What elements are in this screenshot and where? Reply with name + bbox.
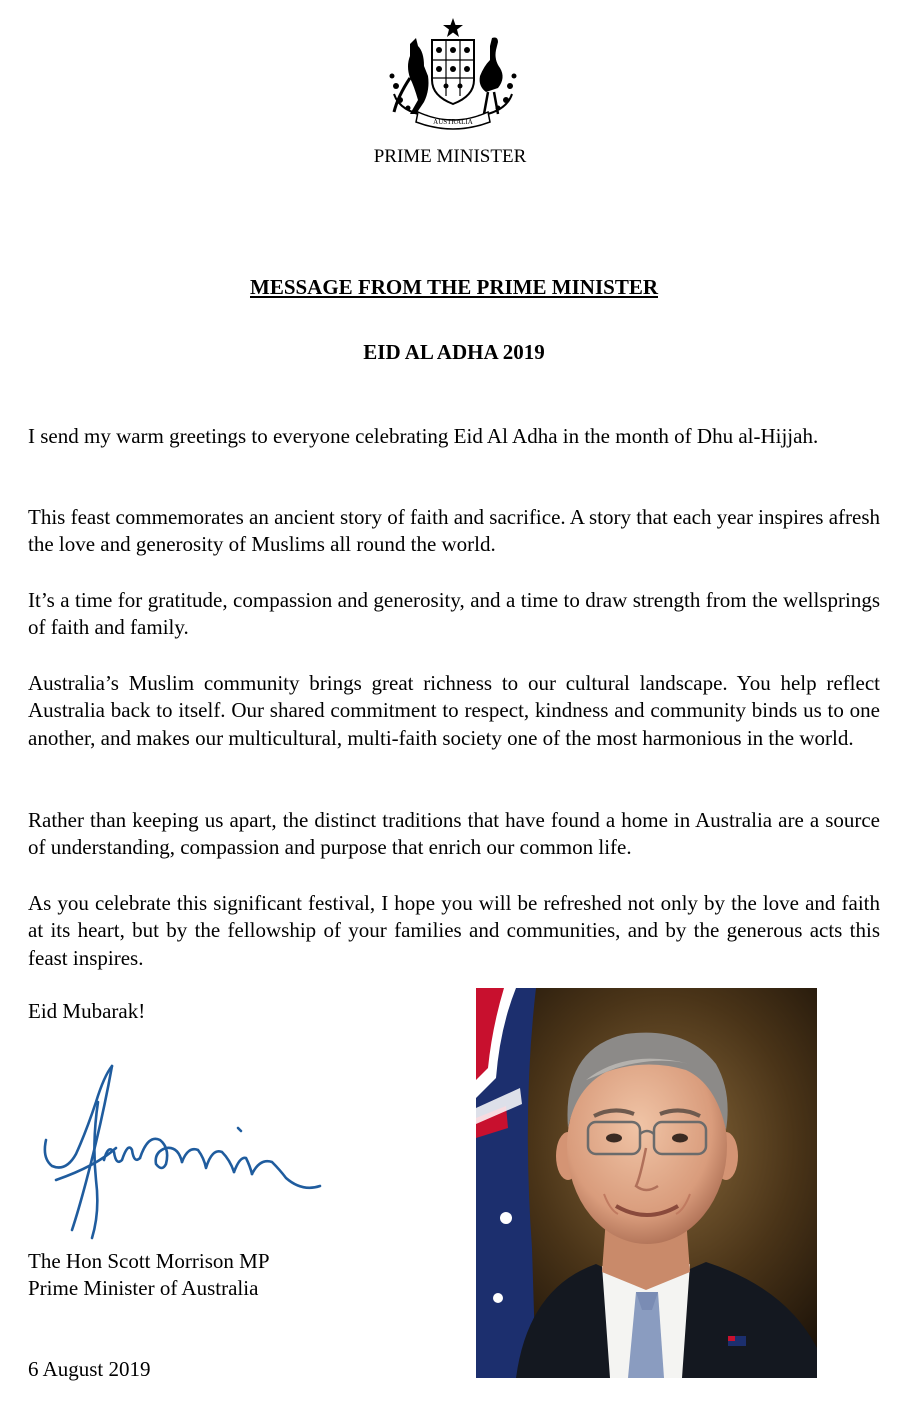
portrait-photo-icon (476, 988, 817, 1378)
paragraph-greeting: I send my warm greetings to everyone celebrating Eid Al Adha in the month of Dhu al-Hijjah. (28, 424, 819, 448)
paragraph-festival: As you celebrate this significant festival, I hope you will be refreshed not only by the love and faith at its heart, but by the fellowship of your families and communities, and by the generous acts this feast inspires. (28, 891, 880, 970)
crest (380, 16, 526, 134)
crest-motto: AUSTRALIA (433, 118, 473, 126)
paragraph-feast: This feast commemorates an ancient story of faith and sacrifice. A story that each year inspires afresh the love and generosity of Muslims all round the world. (28, 505, 880, 557)
closing-greeting: Eid Mubarak! (28, 999, 146, 1023)
message-date: 6 August 2019 (28, 1357, 151, 1381)
signer-name: The Hon Scott Morrison MP (28, 1249, 270, 1273)
paragraph-community: Australia’s Muslim community brings great richness to our cultural landscape. You help reflect Australia back to itself. Our shared commitment to respect, kindness and community binds us to one another, and makes our multicultural, multi-faith society one of the most harmonious in the world. (28, 671, 880, 750)
office-title: PRIME MINISTER (373, 146, 527, 167)
message-subtitle: EID AL ADHA 2019 (363, 340, 545, 364)
handwritten-signature-icon (36, 1062, 326, 1242)
signature (36, 1062, 326, 1242)
message-title: MESSAGE FROM THE PRIME MINISTER (250, 275, 658, 299)
signer-block (28, 1248, 270, 1302)
paragraph-gratitude: It’s a time for gratitude, compassion and generosity, and a time to draw strength from the wellsprings of faith and family. (28, 588, 880, 640)
australian-coat-of-arms-icon (380, 16, 526, 134)
paragraph-traditions: Rather than keeping us apart, the distinct traditions that have found a home in Australia are a source of understanding, compassion and purpose that enrich our common life. (28, 808, 880, 860)
signer-role: Prime Minister of Australia (28, 1276, 259, 1300)
portrait-photo (476, 988, 817, 1378)
